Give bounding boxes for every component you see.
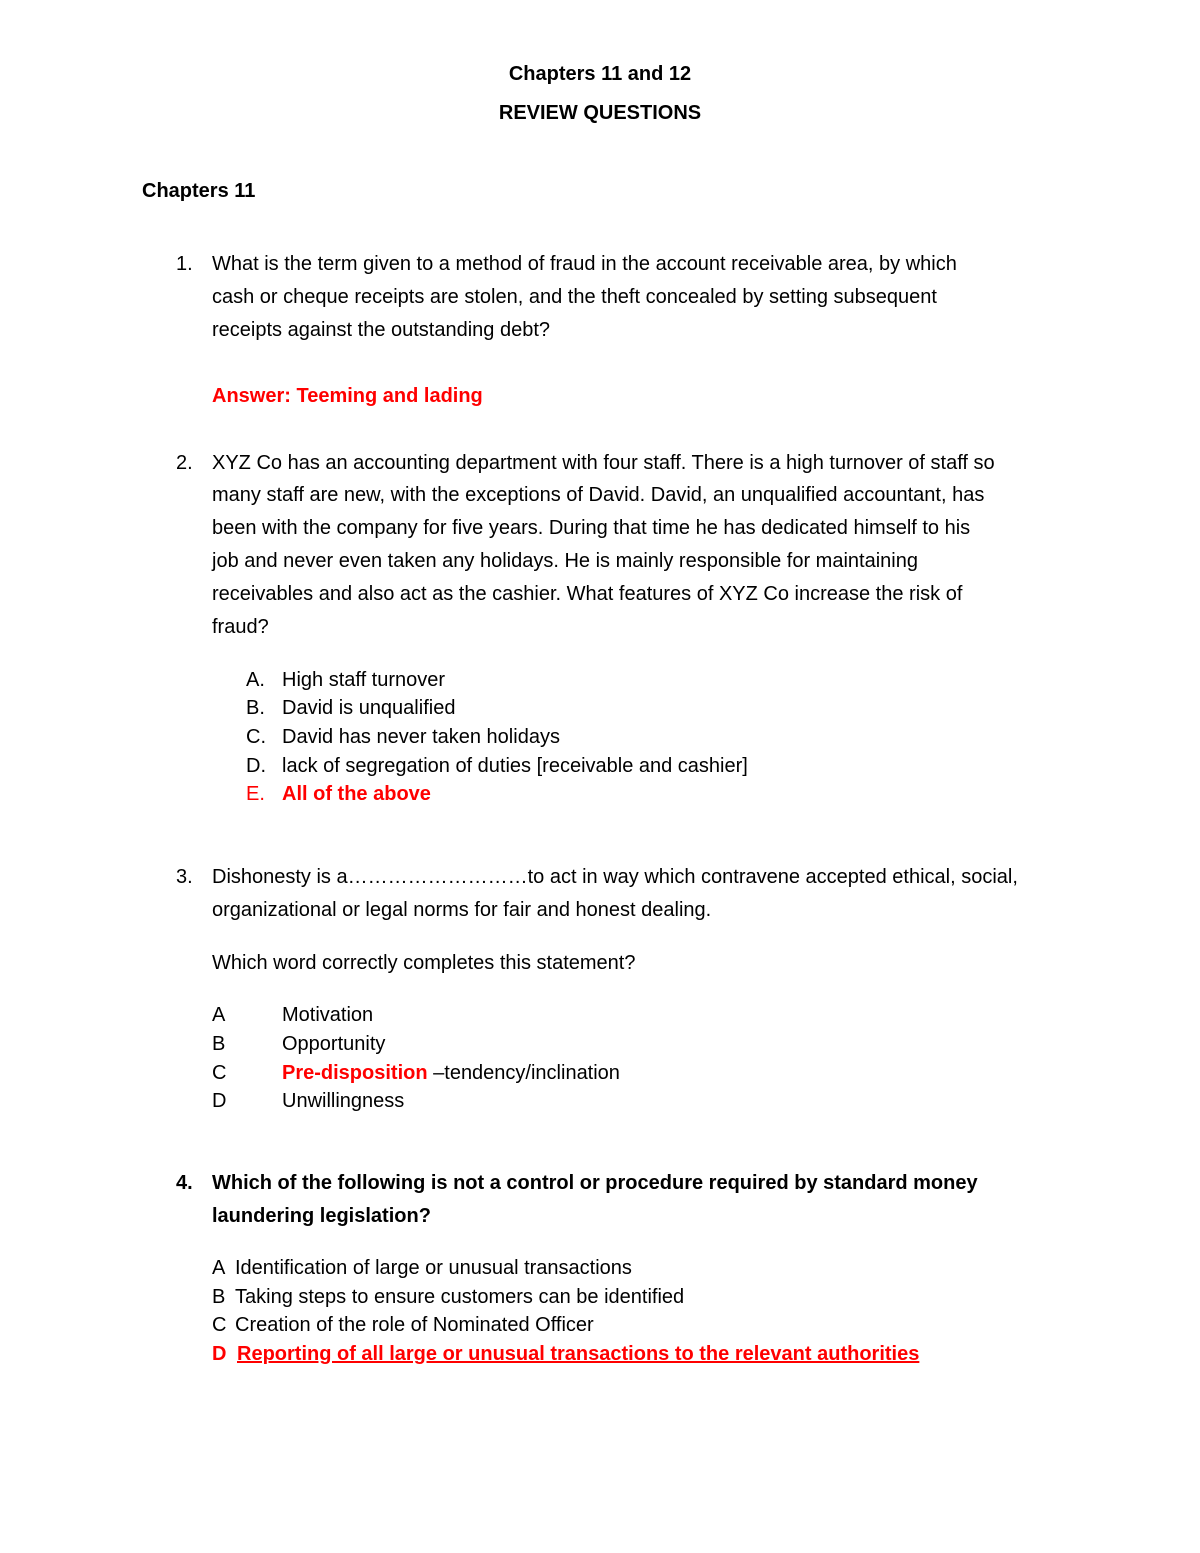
question-text-line: XYZ Co has an accounting department with four staff. There is a high turnover of staff so [212,452,995,474]
correct-answer-text: Reporting of all large or unusual transactions to the relevant authorities [237,1343,920,1365]
question-text-line: cash or cheque receipts are stolen, and the theft concealed by setting subsequent [212,286,937,308]
question-text-line: fraud? [212,616,269,638]
correct-answer-text: Pre-disposition [282,1062,428,1084]
question-text-line: many staff are new, with the exceptions of David. David, an unqualified accountant, has [212,484,985,506]
option-letter: A [212,1004,226,1026]
question-text-line: laundering legislation? [212,1205,431,1227]
document-title: Chapters 11 and 12 [508,63,692,85]
option-letter: D [212,1090,227,1112]
option-text: Opportunity [282,1033,386,1055]
question-text-line: job and never even taken any holidays. He is mainly responsible for maintaining [212,550,918,572]
answer-text: Answer: Teeming and lading [212,385,483,407]
option-letter: C [212,1062,227,1084]
option-letter: A [212,1257,226,1279]
question-prompt: Which word correctly completes this statement? [212,952,636,974]
option-text: Identification of large or unusual transactions [235,1257,632,1279]
option-text: High staff turnover [282,669,446,691]
question-text-line: been with the company for five years. During that time he has dedicated himself to his [212,517,971,539]
option-text: lack of segregation of duties [receivable and cashier] [282,755,748,777]
option-letter: D. [246,755,266,777]
option-letter: C. [246,726,266,748]
option-letter: C [212,1314,227,1336]
document-subtitle: REVIEW QUESTIONS [498,102,702,124]
question-text-line: What is the term given to a method of fraud in the account receivable area, by which [212,253,957,275]
option-text: Taking steps to ensure customers can be identified [235,1286,685,1308]
option-letter: B [212,1286,226,1308]
option-letter: B [212,1033,226,1055]
option-letter: D [212,1343,227,1365]
option-letter: B. [246,697,265,719]
correct-answer-text: All of the above [282,783,431,805]
question-number: 4. [176,1172,193,1194]
option-row [282,1061,620,1085]
option-text: Creation of the role of Nominated Officer [235,1314,594,1336]
option-text: Unwillingness [282,1090,405,1112]
question-text-line: receivables and also act as the cashier. What features of XYZ Co increase the risk of [212,583,963,605]
option-letter: E. [246,783,265,805]
question-text-line: Which of the following is not a control or procedure required by standard money [212,1172,978,1194]
option-letter: A. [246,669,265,691]
question-number: 2. [176,452,193,474]
question-text-line: organizational or legal norms for fair and honest dealing. [212,899,712,921]
section-heading: Chapters 11 [142,180,256,202]
answer-note: –tendency/inclination [427,1062,620,1084]
option-text: Motivation [282,1004,374,1026]
question-number: 1. [176,253,193,275]
option-text: David has never taken holidays [282,726,560,748]
question-number: 3. [176,866,193,888]
question-text-line: receipts against the outstanding debt? [212,319,551,341]
option-text: David is unqualified [282,697,456,719]
question-text-line: Dishonesty is a………………………to act in way which contravene accepted ethical, social, [212,866,1018,888]
